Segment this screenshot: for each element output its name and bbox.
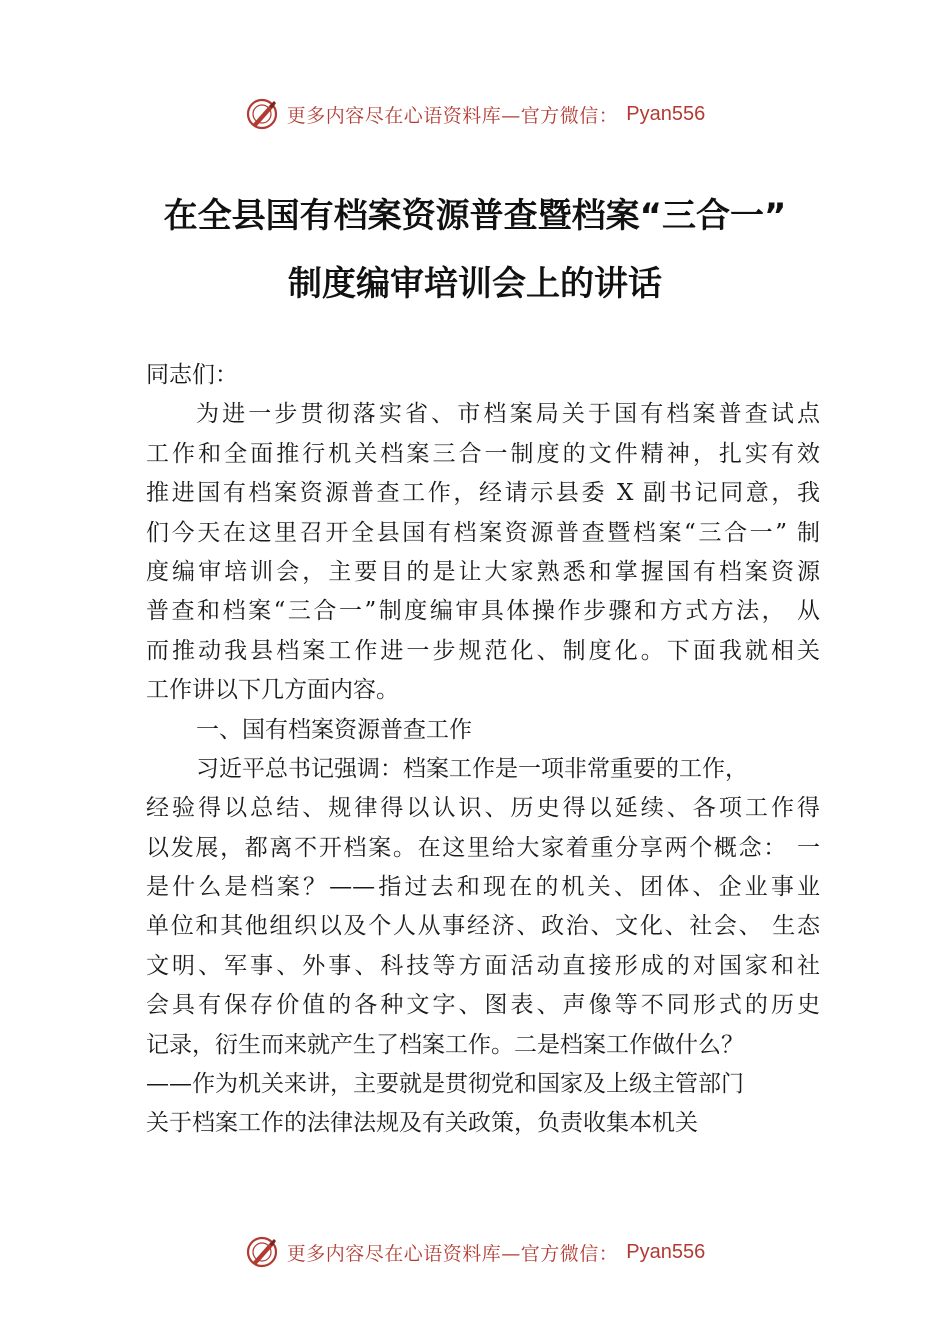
pen-seal-icon bbox=[245, 1235, 279, 1269]
paragraph-line: 文明、军事、外事、科技等方面活动直接形成的对国家和社 bbox=[146, 952, 820, 979]
paragraph-line: 为进一步贯彻落实省、市档案局关于国有档案普查试点 bbox=[196, 401, 820, 428]
paragraph-line: 单位和其他组织以及个人从事经济、政治、文化、社会、 生态 bbox=[146, 913, 820, 940]
footer-watermark bbox=[0, 1232, 950, 1272]
watermark-text: 更多内容尽在心语资料库—官方微信： bbox=[286, 1242, 619, 1265]
salutation: 同志们： bbox=[146, 362, 238, 388]
watermark-text: 更多内容尽在心语资料库—官方微信： bbox=[286, 104, 619, 127]
paragraph-line: 习近平总书记强调：档案工作是一项非常重要的工作， bbox=[196, 755, 748, 782]
watermark-wechat-id: Pyan556 bbox=[626, 1240, 706, 1263]
paragraph-line: 经验得以总结、规律得以认识、历史得以延续、各项工作得 bbox=[146, 795, 820, 822]
paragraph-line: 推进国有档案资源普查工作，经请示县委 X 副书记同意，我 bbox=[146, 480, 820, 507]
paragraph-line: 工作和全面推行机关档案三合一制度的文件精神，扎实有效 bbox=[146, 440, 820, 467]
paragraph-line: 关于档案工作的法律法规及有关政策，负责收集本机关 bbox=[146, 1110, 698, 1137]
paragraph-line: 以发展，都离不开档案。在这里给大家着重分享两个概念： 一 bbox=[146, 834, 820, 861]
paragraph-line: 普查和档案“三合一”制度编审具体操作步骤和方式方法， 从 bbox=[146, 598, 820, 625]
header-watermark bbox=[0, 94, 950, 134]
document-title-line-2: 制度编审培训会上的讲话 bbox=[288, 264, 662, 304]
paragraph-line: 会具有保存价值的各种文字、图表、声像等不同形式的历史 bbox=[146, 992, 820, 1019]
document-title-line-1: 在全县国有档案资源普查暨档案“三合一” bbox=[163, 196, 787, 236]
paragraph-line: 工作讲以下几方面内容。 bbox=[146, 677, 399, 704]
paragraph-line: 记录，衍生而来就产生了档案工作。二是档案工作做什么？ bbox=[146, 1031, 744, 1058]
section-heading: 一、国有档案资源普查工作 bbox=[196, 716, 472, 743]
paragraph-line: 而推动我县档案工作进一步规范化、制度化。下面我就相关 bbox=[146, 637, 820, 664]
paragraph-line: 度编审培训会，主要目的是让大家熟悉和掌握国有档案资源 bbox=[146, 558, 820, 585]
pen-seal-icon bbox=[245, 97, 279, 131]
document-body bbox=[146, 356, 820, 1144]
paragraph-line: 们今天在这里召开全县国有档案资源普查暨档案“三合一” 制 bbox=[146, 519, 820, 546]
paragraph-line: ——作为机关来讲，主要就是贯彻党和国家及上级主管部门 bbox=[146, 1071, 744, 1098]
watermark-wechat-id: Pyan556 bbox=[626, 102, 706, 125]
paragraph-line: 是什么是档案？——指过去和现在的机关、团体、企业事业 bbox=[146, 874, 820, 901]
